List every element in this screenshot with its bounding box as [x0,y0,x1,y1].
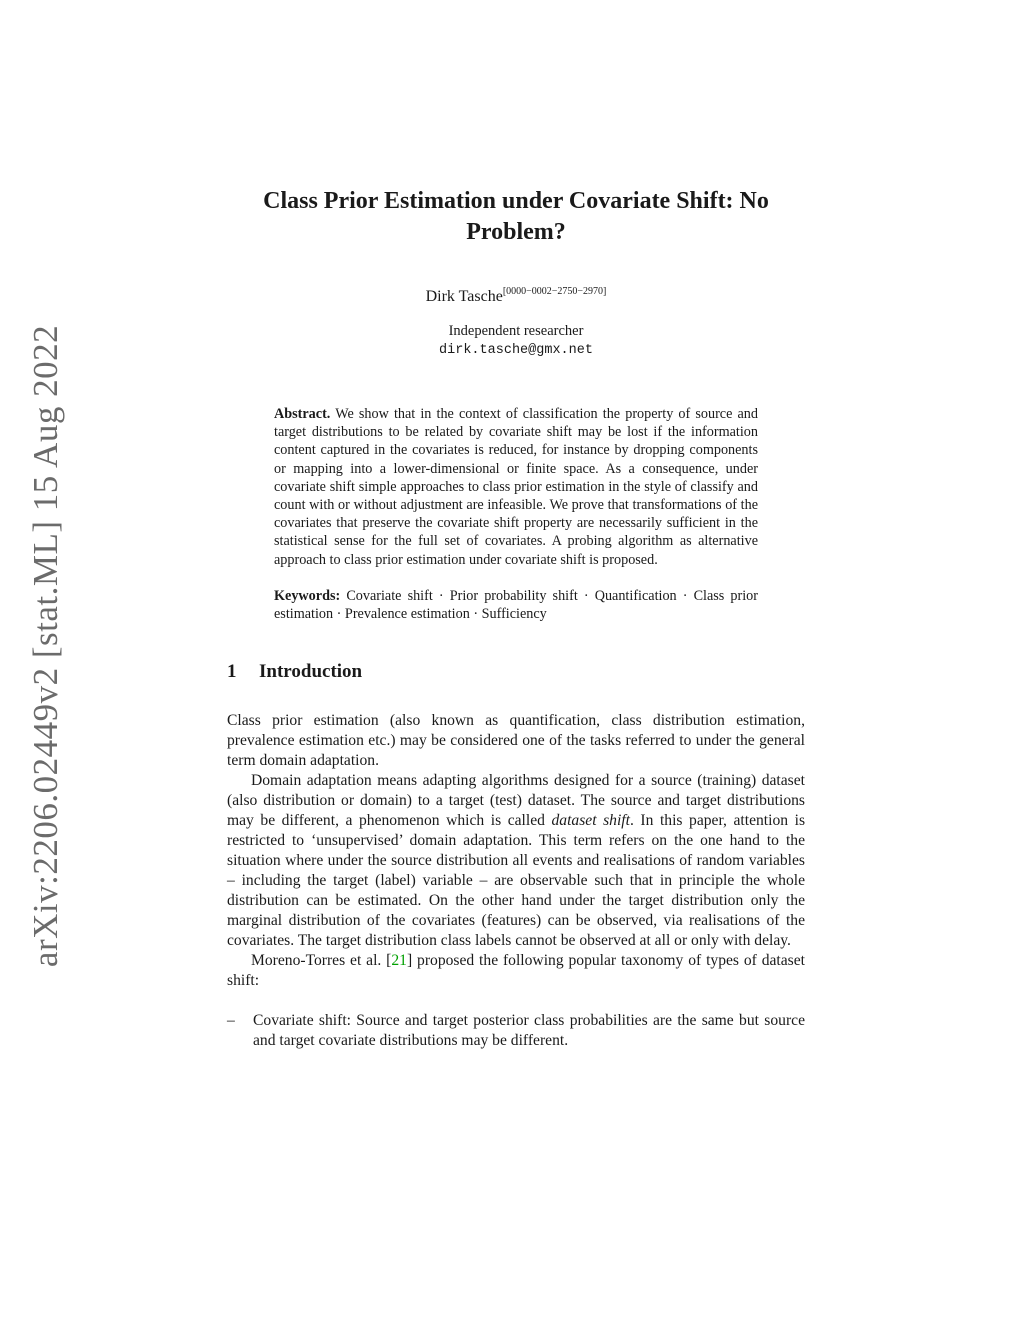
abstract-label: Abstract. [274,406,331,422]
list-item [227,1011,805,1051]
list-item-text: Covariate shift: Source and target posterior class probabilities are the same but source and target covariate distributions may be different. [253,1012,805,1050]
abstract-text: We show that in the context of classification the property of source and target distributions to be related by covariate shift may be lost if the information content captured in the covariates is reduced, for instance by dropping components or mapping into a lower-dimensional or finite space. As a consequence, under covariate shift simple approaches to class prior estimation in the style of classify and count with or without adjustment are infeasible. We prove that transformations of the covariates that preserve the covariate shift property are necessarily sufficient in the statistical sense for the full set of covariates. A probing algorithm as alternative approach to class prior estimation under covariate shift is proposed. [274,406,758,568]
paper-page [227,186,805,1051]
keywords-text: Covariate shift · Prior probability shift · Quantification · Class prior estimation · Prevalence estimation · Sufficiency [274,587,759,623]
author-affiliation: Independent researcher [448,323,584,339]
paragraph-3-text-b: ] proposed the following popular taxonomy of types of dataset shift: [227,952,806,990]
introduction-body [227,711,805,991]
keywords-block [274,587,758,623]
paragraph-3-text-a: Moreno-Torres et al. [ [251,952,392,970]
paragraph-2-emphasis: dataset shift [551,812,630,830]
arxiv-identifier-stamp [26,324,65,968]
paragraph-1: Class prior estimation (also known as quantification, class distribution estimation, prevalence estimation etc.) may be considered one of the tasks referred to under the general term domain adaptation. [227,712,805,770]
author-name: Dirk Tasche [425,288,503,305]
author-line [227,286,805,306]
list-bullet: – [227,1012,235,1030]
section-heading [227,661,805,683]
paragraph-2 [227,771,805,951]
title-line-2: Problem? [466,219,566,245]
arxiv-identifier-text: arXiv:2206.02449v2 [stat.ML] 15 Aug 2022 [26,324,65,968]
author-email: dirk.tasche@gmx.net [439,343,593,358]
paragraph-3 [227,951,805,991]
paragraph-2-text-a: Domain adaptation means adapting algorithms designed for a source (training) dataset (also distribution or domain) to a target (test) dataset. The source and target distributions may be different, a phenomenon which is called [227,772,805,830]
section-number: 1 [227,661,237,683]
paper-title [227,186,805,248]
keywords-label: Keywords: [274,587,341,604]
paragraph-2-text-b: . In this paper, attention is restricted to ‘unsupervised’ domain adaptation. This term refers on the one hand to the situation where under the source distribution all events and realisations of random variables – including the target (label) variable – are observable such that in principle the whole distribution can be estimated. On the other hand under the target distribution only the marginal distribution of the covariates (features) can be observed, via realisations of the covariates. The target distribution class labels cannot be observed at all or only with delay. [227,812,806,950]
author-orcid: [0000−0002−2750−2970] [502,286,607,297]
abstract-block [274,405,758,569]
citation-link[interactable]: 21 [391,952,407,970]
title-line-1: Class Prior Estimation under Covariate Shift: No [263,188,769,214]
section-title: Introduction [259,661,363,683]
